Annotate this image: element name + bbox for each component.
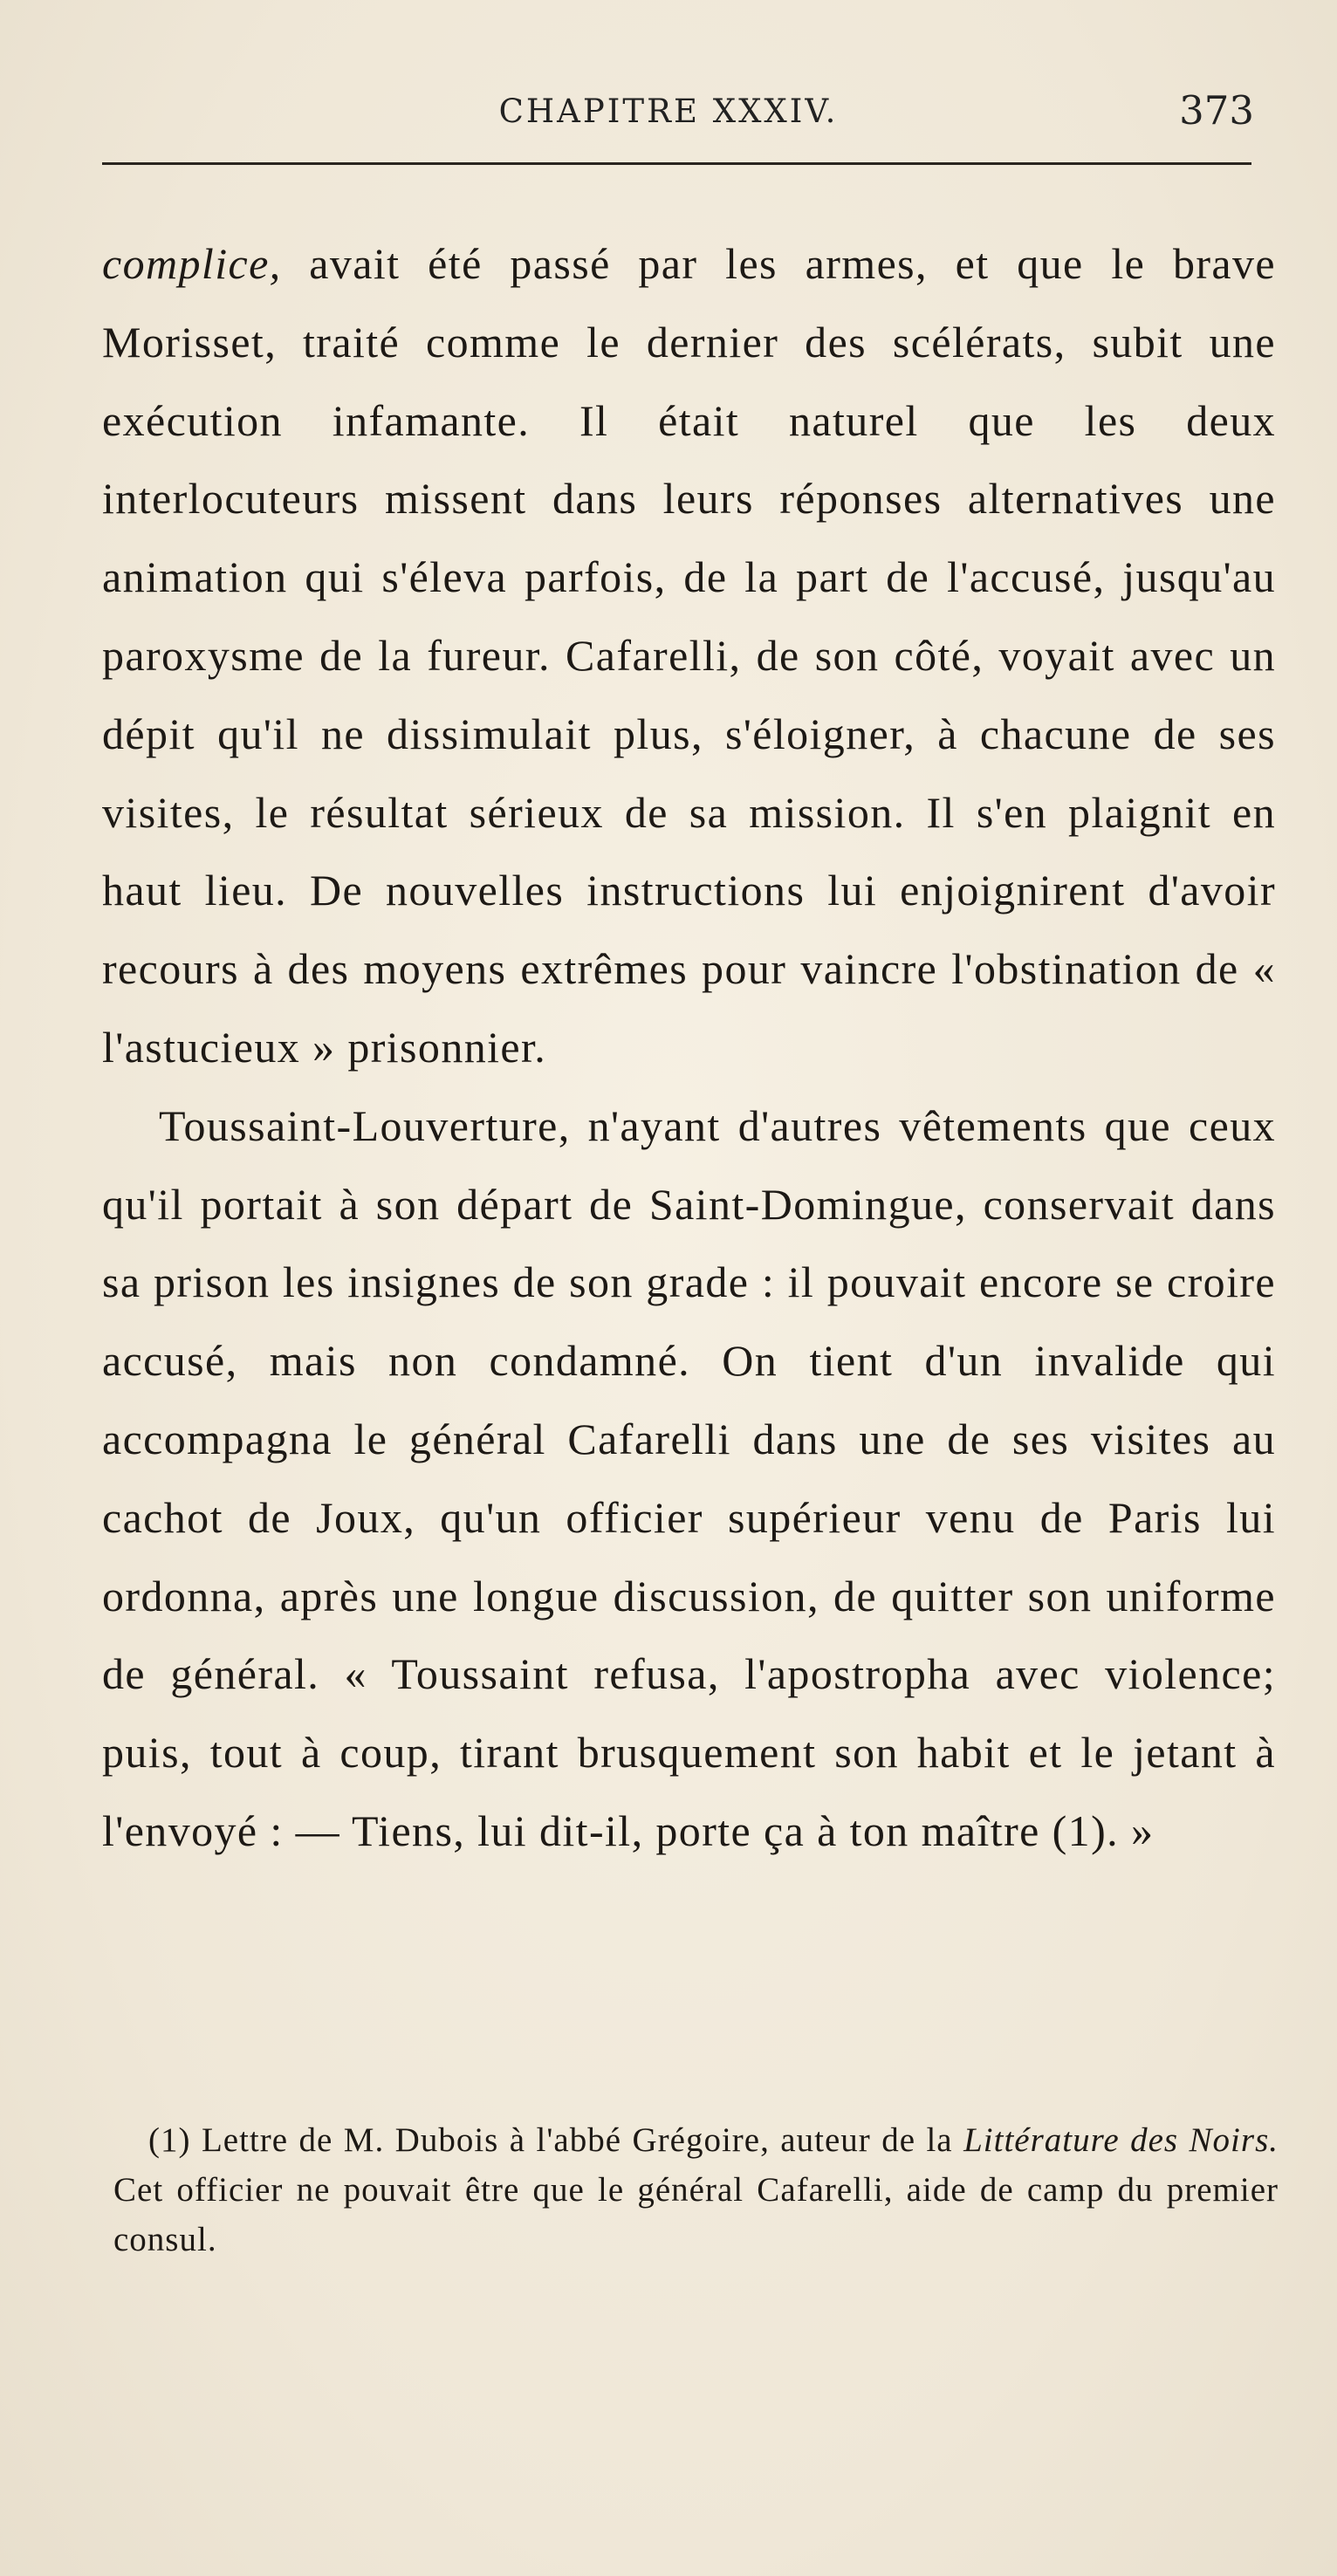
paragraph-2-end: . » — [1107, 1805, 1155, 1855]
footnote-reference: (1) — [1052, 1805, 1107, 1855]
footnote-italic-title: Littérature des Noirs. — [963, 2121, 1279, 2159]
footnote-text-after: Cet officier ne pouvait être que le général Cafarelli, aide de camp du premier consul. — [113, 2171, 1279, 2258]
italic-word: complice, — [102, 239, 282, 288]
page-header — [0, 87, 1337, 140]
footnote-text-before: Lettre de M. Dubois à l'abbé Grégoire, auteur de la — [190, 2121, 964, 2159]
running-head: CHAPITRE XXXIV. — [498, 92, 839, 130]
paragraph-2-text: Toussaint-Louverture, n'ayant d'autres vêtements que ceux qu'il portait à son départ de Saint-Domingue, conservait dans sa prison les insignes de son grade : il pouvait encore se croire accusé, mais non condamné. On tient d'un invalide qui accompagna le général Cafarelli dans une de ses visites au cachot de Joux, qu'un officier supérieur venu de Paris lui ordonna, après une longue discussion, de quitter son uniforme de général. « Toussaint refusa, l'apostropha avec violence; puis, tout à coup, tirant brusquement son habit et le jetant à l'envoyé : — Tiens, lui dit-il, porte ça à ton maître — [102, 1100, 1276, 1855]
footnote-marker: (1) — [148, 2121, 191, 2159]
paragraph-2 — [102, 1087, 1276, 1871]
paragraph-1 — [102, 225, 1276, 1087]
header-rule — [102, 162, 1251, 165]
page-number: 373 — [1179, 87, 1254, 134]
paragraph-1-text: avait été passé par les armes, et que le brave Morisset, traité comme le dernier des scélérats, subit une exécution infamante. Il était naturel que les deux interlocuteurs missent dans leurs réponses alternatives une animation qui s'éleva parfois, de la part de l'accusé, jusqu'au paroxysme de la fureur. Cafarelli, de son côté, voyait avec un dépit qu'il ne dissimulait plus, s'éloigner, à chacune de ses visites, le résultat sérieux de sa mission. Il s'en plaignit en haut lieu. De nouvelles instructions lui enjoignirent d'avoir recours à des moyens extrêmes pour vaincre l'obstination de « l'astucieux » prisonnier. — [102, 239, 1276, 1072]
footnote — [113, 2115, 1279, 2264]
body-text — [102, 225, 1276, 1871]
